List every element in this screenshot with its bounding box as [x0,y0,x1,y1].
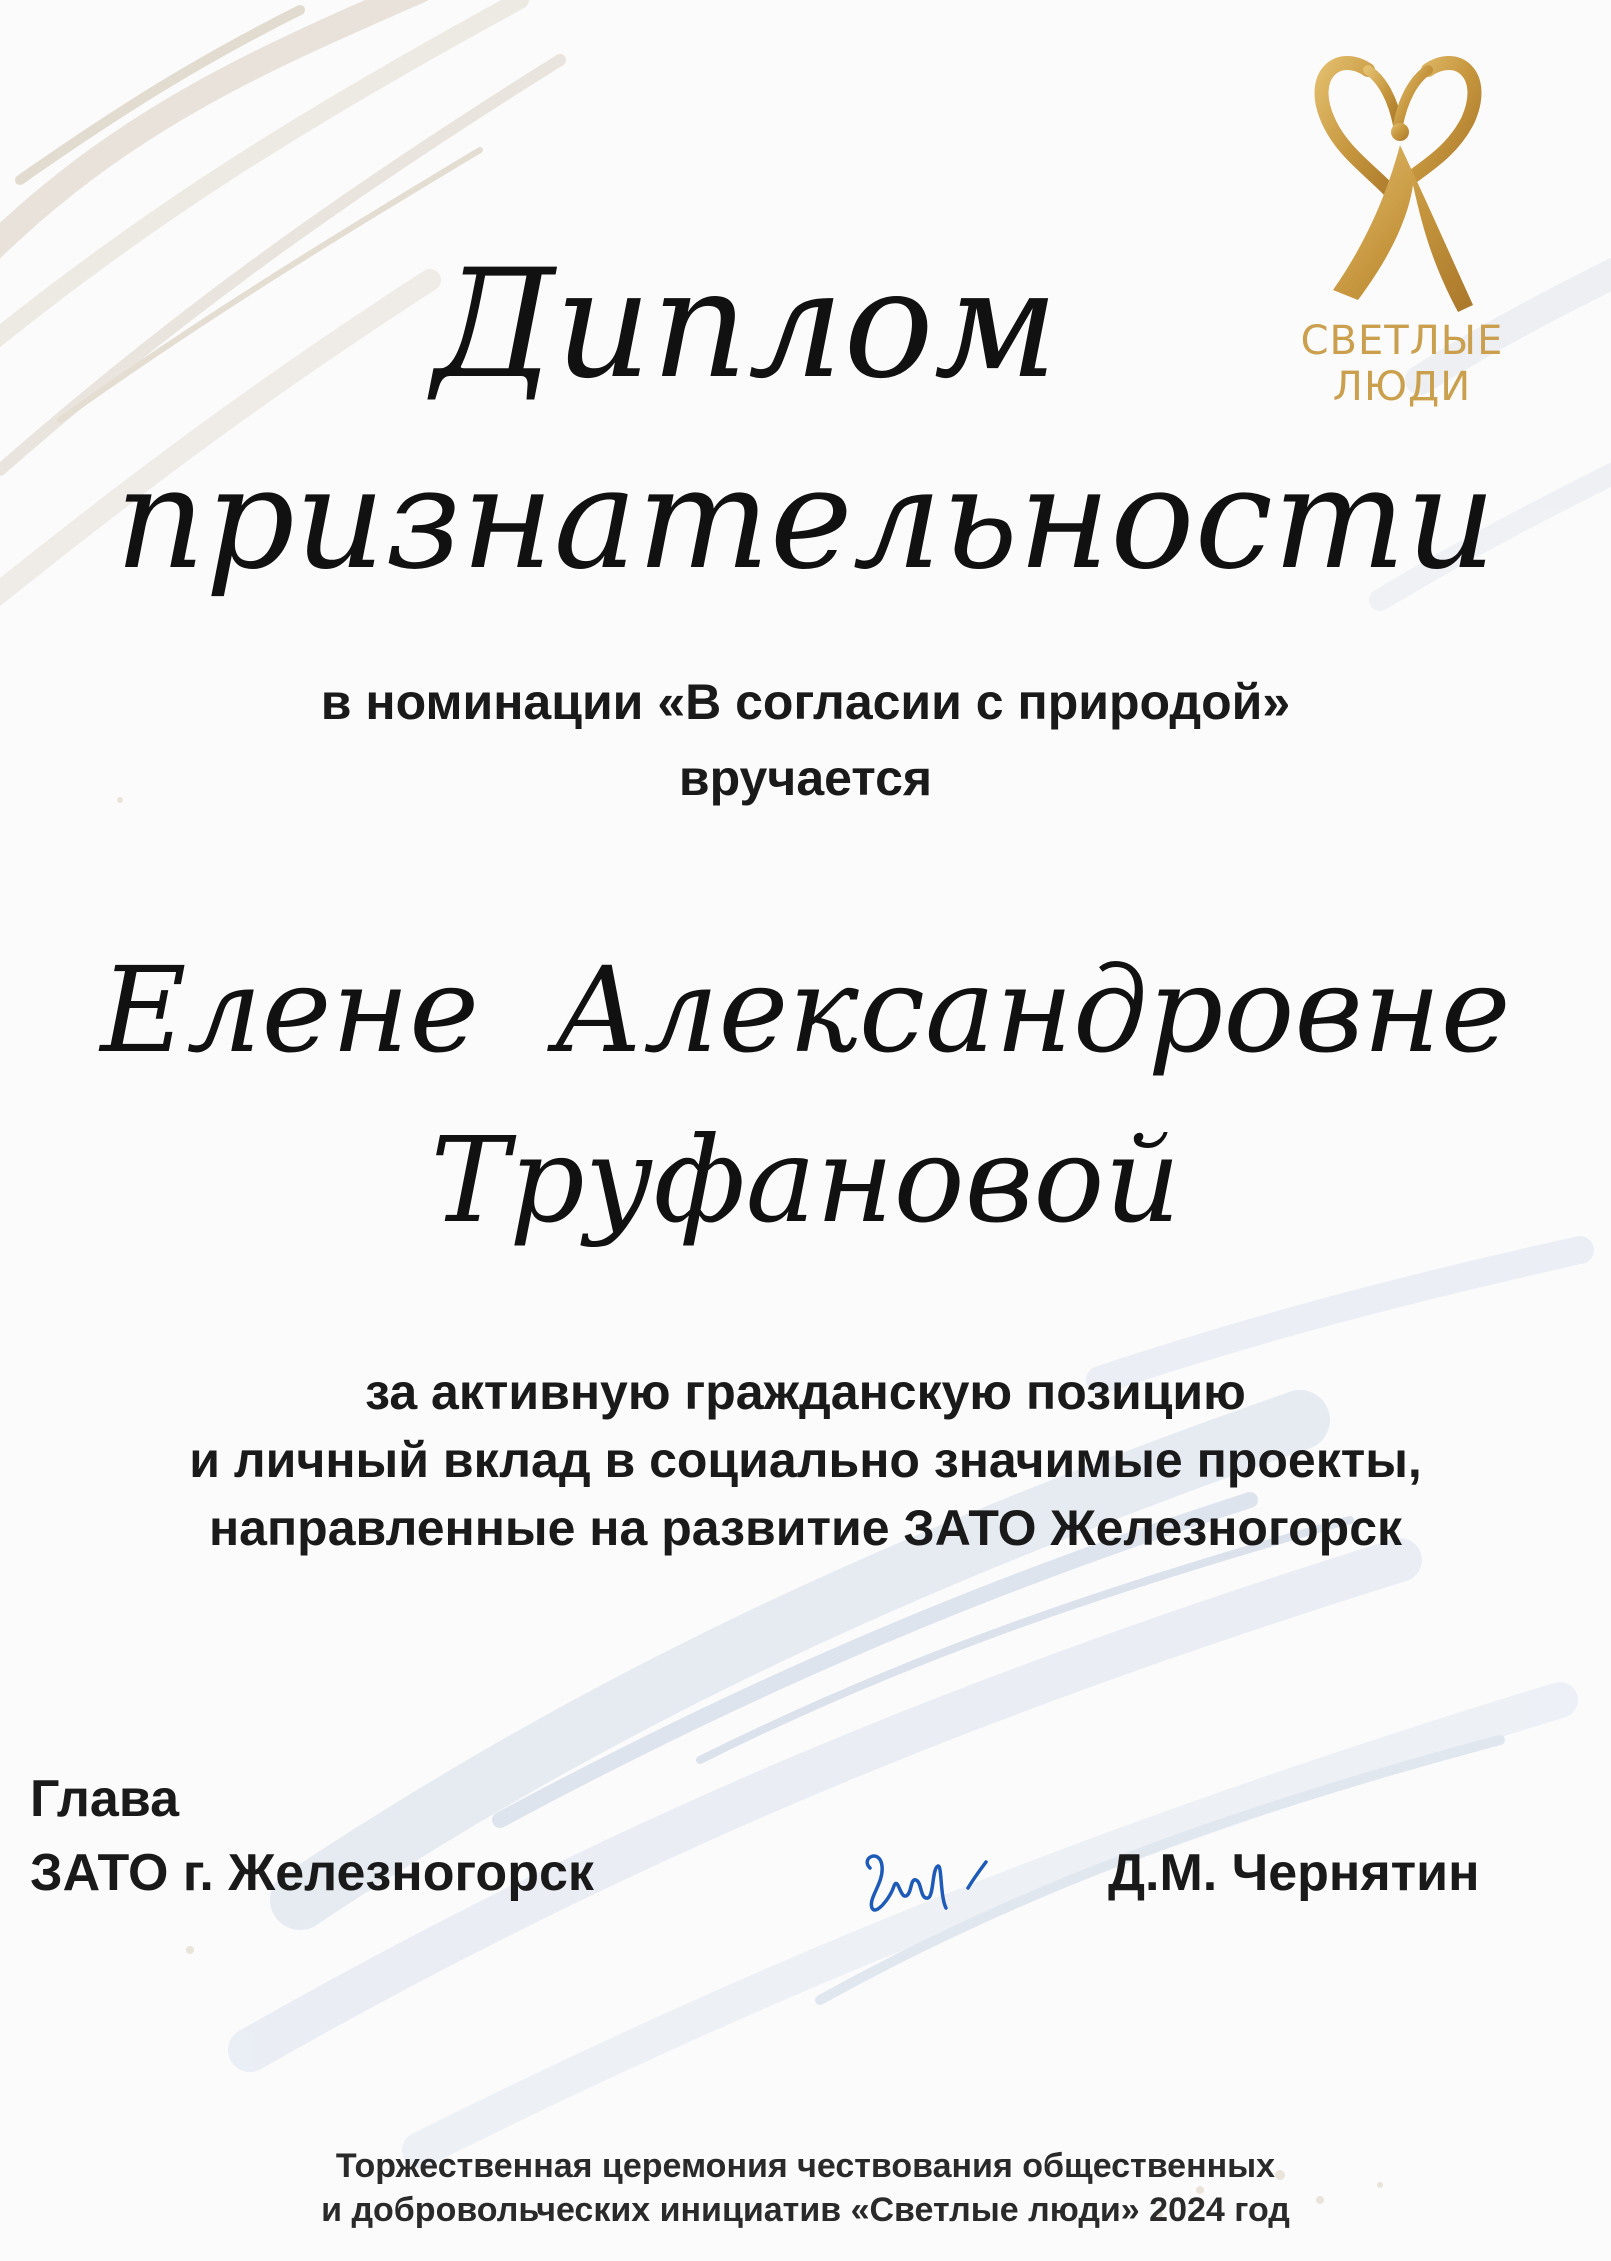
footer-line-2: и добровольческих инициатив «Светлые люди» 2024 год [321,2191,1290,2229]
reason-line-2: и личный вклад в социально значимые проекты, [189,1432,1422,1488]
signatory-name: Д.М. Чернятин [1108,1844,1480,1902]
diploma-title-line-1: Диплом [432,238,1059,412]
signatory-position-line-1: Глава [30,1770,180,1828]
handwritten-signature [850,1838,1010,1928]
signatory-position-line-2: ЗАТО г. Железногорск [30,1844,594,1902]
footer-line-1: Торжественная церемония чествования общественных [335,2147,1276,2185]
signatory-position [30,1762,594,1910]
nomination-text: в номинации «В согласии с природой» [320,674,1291,730]
logo-line-1: СВЕТЛЫЕ [1300,318,1504,364]
ceremony-footer [0,2144,1611,2232]
recipient-name-line-1: Елене Александровне [100,941,1511,1079]
reason-line-3: направленные на развитие ЗАТО Железногорск [208,1500,1403,1556]
reason-line-1: за активную гражданскую позицию [365,1364,1246,1420]
diploma-title-line-2: признательности [115,438,1496,601]
award-reason [0,1358,1611,1562]
logo-line-2: ЛЮДИ [1332,364,1472,410]
presented-text: вручается [678,750,933,806]
recipient-name-line-2: Труфановой [430,1111,1181,1249]
